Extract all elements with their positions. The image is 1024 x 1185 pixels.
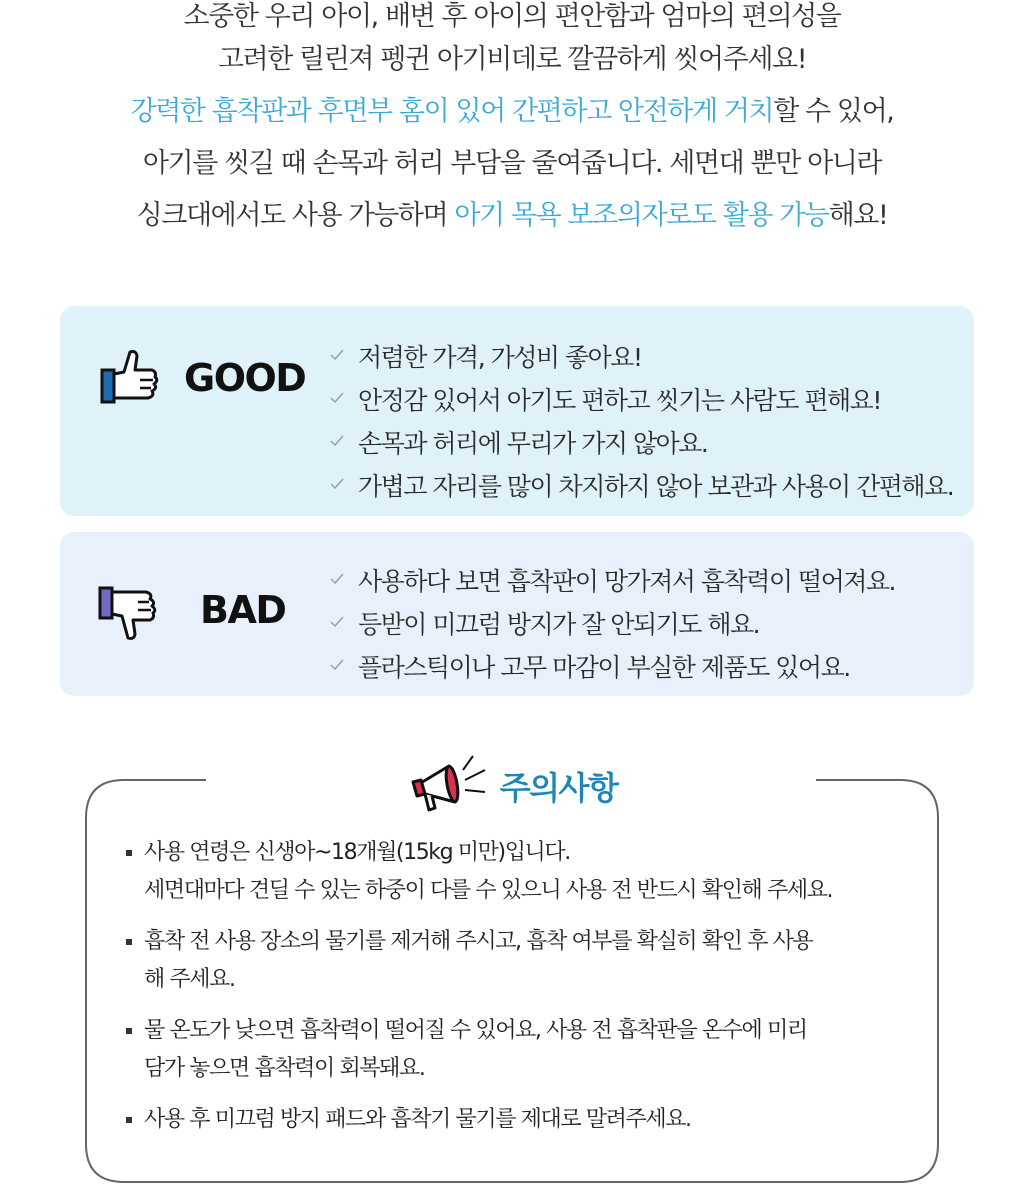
bullet (126, 939, 132, 945)
bad-list (330, 560, 895, 689)
bad-item (330, 646, 895, 689)
check-icon (330, 659, 344, 671)
caution-note-line: 흡착 전 사용 장소의 물기를 제거해 주시고, 흡착 여부를 확실히 확인 후 사용 (144, 929, 813, 954)
intro-line-1: 소중한 우리 아이, 배변 후 아이의 편안함과 엄마의 편의성을 (183, 1, 841, 32)
intro-line-2: 고려한 릴린져 펭귄 아기비데로 깔끔하게 씻어주세요! (217, 44, 807, 75)
check-icon (330, 616, 344, 628)
caution-notes (126, 834, 916, 1152)
check-icon (330, 478, 344, 490)
intro-line-3 (0, 86, 1024, 138)
good-item-text: 손목과 허리에 무리가 가지 않아요. (358, 429, 708, 458)
intro-text (0, 0, 1024, 242)
good-item (330, 379, 953, 422)
good-item (330, 422, 953, 465)
caution-note-line: 해 주세요. (144, 967, 235, 992)
intro-line-5-start: 싱크대에서도 사용 가능하며 (136, 200, 455, 231)
caution-note-line: 사용 후 미끄럼 방지 패드와 흡착기 물기를 제대로 말려주세요. (144, 1107, 691, 1132)
good-item-text: 가볍고 자리를 많이 차지하지 않아 보관과 사용이 간편해요. (358, 472, 954, 501)
caution-section (84, 769, 940, 1184)
bad-item (330, 560, 895, 603)
caution-note-line: 사용 연령은 신생아~18개월(15kg 미만)입니다. (144, 840, 570, 865)
intro-highlight-2: 아기 목욕 보조의자로도 활용 가능 (454, 200, 829, 231)
intro-line-4: 아기를 씻길 때 손목과 허리 부담을 줄여줍니다. 세면대 뿐만 아니라 (142, 148, 882, 179)
caution-note (126, 834, 916, 910)
bullet (126, 850, 132, 856)
intro-line-5-end: 해요! (828, 200, 888, 231)
thumbs-up-icon (98, 344, 160, 410)
caution-note-line: 세면대마다 견딜 수 있는 하중이 다를 수 있으니 사용 전 반드시 확인해 주세요. (144, 878, 833, 903)
caution-note (126, 1101, 916, 1139)
good-list (330, 336, 953, 508)
good-item-text: 저렴한 가격, 가성비 좋아요! (358, 343, 642, 372)
caution-heading: 주의사항 (499, 769, 618, 807)
bad-box (60, 532, 974, 696)
good-item (330, 336, 953, 379)
check-icon (330, 349, 344, 361)
good-box (60, 306, 974, 516)
intro-line-3-rest: 할 수 있어, (773, 96, 894, 127)
caution-title (84, 752, 940, 820)
thumbs-down-icon (96, 584, 158, 650)
check-icon (330, 392, 344, 404)
caution-note-line: 담가 놓으면 흡착력이 회복돼요. (144, 1056, 425, 1081)
caution-note (126, 923, 916, 999)
bullet (126, 1028, 132, 1034)
good-label: GOOD (184, 356, 306, 400)
caution-note-line: 물 온도가 낮으면 흡착력이 떨어질 수 있어요, 사용 전 흡착판을 온수에 미리 (144, 1018, 807, 1043)
bad-item-text: 플라스틱이나 고무 마감이 부실한 제품도 있어요. (358, 653, 850, 682)
bad-item-text: 등받이 미끄럼 방지가 잘 안되기도 해요. (358, 610, 760, 639)
caution-note (126, 1012, 916, 1088)
intro-line-5 (0, 190, 1024, 242)
good-item-text: 안정감 있어서 아기도 편하고 씻기는 사람도 편해요! (358, 386, 881, 415)
megaphone-icon (407, 752, 489, 820)
bullet (126, 1117, 132, 1123)
check-icon (330, 573, 344, 585)
bad-item-text: 사용하다 보면 흡착판이 망가져서 흡착력이 떨어져요. (358, 567, 895, 596)
good-item (330, 465, 953, 508)
bad-label: BAD (200, 588, 286, 632)
intro-highlight-1: 강력한 흡착판과 후면부 홈이 있어 간편하고 안전하게 거치 (130, 96, 774, 127)
bad-item (330, 603, 895, 646)
check-icon (330, 435, 344, 447)
